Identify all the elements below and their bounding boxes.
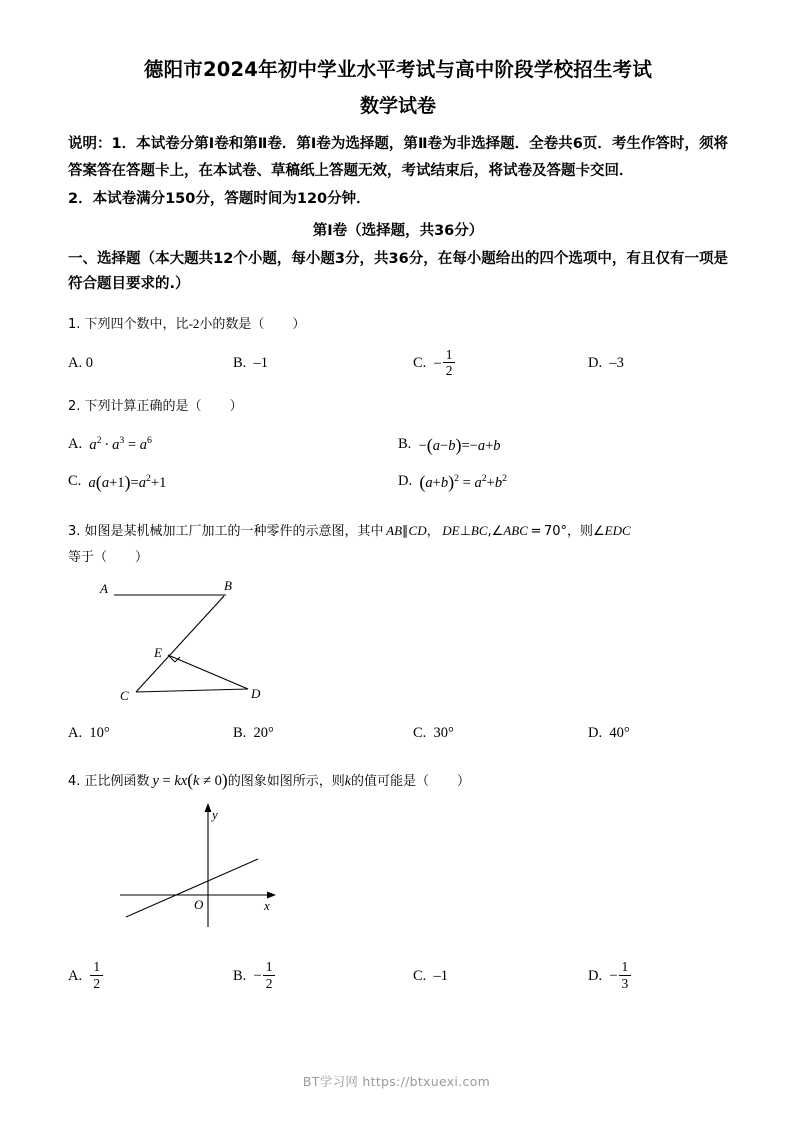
question-4-suffix: 的图象如图所示，则k的值可能是（ ） xyxy=(227,774,470,790)
question-1-text xyxy=(68,313,728,336)
question-2-option-d xyxy=(398,471,728,492)
option-value-math: −(a−b)=−a+b xyxy=(418,435,501,456)
question-3-text xyxy=(68,518,728,571)
option-letter: D. xyxy=(588,355,603,372)
question-3-options xyxy=(68,725,728,742)
coordinate-graph xyxy=(108,797,328,937)
question-3-body: 如图是某机械加工厂加工的一种零件的示意图，其中 AB∥CD， DE⊥BC,∠ABC = 70°，则∠EDC 等于（ ） xyxy=(68,523,631,566)
question-2-paren: ） xyxy=(229,399,243,415)
question-2-option-a xyxy=(68,434,398,455)
option-value: 30° xyxy=(433,725,454,742)
section-header: 第Ⅰ卷（选择题，共36分） xyxy=(312,222,484,239)
svg-text:x: x xyxy=(264,898,270,914)
svg-text:D: D xyxy=(251,686,261,702)
question-4-text xyxy=(68,768,728,793)
footer-watermark: BT学习网 https://btxuexi.com xyxy=(302,1074,491,1089)
option-value-math: − $\frac{1}{3}$ xyxy=(609,960,632,993)
option-letter: D. xyxy=(588,725,603,742)
option-value: 40° xyxy=(609,725,630,742)
choice-section-header: 一、选择题（本大题共12个小题，每小题3分，共36分，在每小题给出的四个选项中，有且仅有一项是符合题目要求的.） xyxy=(68,250,728,292)
question-4-option-b xyxy=(233,960,413,993)
geometry-diagram-1 xyxy=(96,577,356,712)
option-letter: A. xyxy=(68,355,83,372)
option-value-math: $\frac{1}{2}$ xyxy=(89,960,104,993)
svg-text:B: B xyxy=(224,578,232,594)
option-value-math: $a(a+1)=a^2+1$ xyxy=(88,472,167,493)
question-1-option-a xyxy=(68,348,233,381)
question-3-option-d xyxy=(588,725,728,742)
option-value: –1 xyxy=(253,355,269,372)
option-letter: B. xyxy=(398,436,412,453)
question-1-option-c xyxy=(413,348,588,381)
instructions-paragraph-1: 说明：1．本试卷分第Ⅰ卷和第Ⅱ卷．第Ⅰ卷为选择题，第Ⅱ卷为非选择题．全卷共6页．考生作答时，须将答案答在答题卡上，在本试卷、草稿纸上答题无效，考试结束后，将试卷及答题卡交回． xyxy=(68,136,728,179)
instructions-paragraph-2: 2．本试卷满分150分，答题时间为120分钟． xyxy=(68,191,371,207)
question-2-options-row-1 xyxy=(68,434,728,455)
question-2-options xyxy=(68,434,728,492)
option-letter: D. xyxy=(588,968,603,985)
question-2-prefix: 下列计算正确的是（ xyxy=(84,399,202,415)
option-letter: C. xyxy=(413,968,427,985)
svg-text:y: y xyxy=(212,807,218,823)
svg-text:C: C xyxy=(120,688,129,704)
question-4-prefix: 正比例函数 xyxy=(84,774,150,790)
option-letter: B. xyxy=(233,968,247,985)
svg-text:O: O xyxy=(194,897,204,913)
question-1-number: 1. xyxy=(68,316,81,332)
option-letter: C. xyxy=(413,355,427,372)
question-3-number: 3. xyxy=(68,524,81,540)
option-value: 10° xyxy=(89,725,110,742)
option-value: 0 xyxy=(85,355,93,372)
option-letter: C. xyxy=(413,725,427,742)
question-4-number: 4. xyxy=(68,774,81,790)
option-letter: B. xyxy=(233,355,247,372)
question-2-option-b xyxy=(398,434,728,455)
question-1-suffix: 小的数是（ xyxy=(199,316,265,332)
question-4-option-a xyxy=(68,960,233,993)
option-value: –3 xyxy=(609,355,624,372)
option-value-math: − $\frac{1}{2}$ xyxy=(434,348,457,381)
question-2-options-row-2 xyxy=(68,471,728,492)
question-3-option-a xyxy=(68,725,233,742)
question-2-option-c xyxy=(68,471,398,492)
page-title: 德阳市2024年初中学业水平考试与高中阶段学校招生考试 xyxy=(143,58,653,81)
option-letter: C. xyxy=(68,473,82,490)
page-content xyxy=(68,55,728,993)
question-4-option-c xyxy=(413,960,588,993)
option-value-math: $(a+b)^2 = a^2+b^2$ xyxy=(419,472,507,493)
option-value: –1 xyxy=(433,968,449,985)
option-letter: D. xyxy=(398,473,413,490)
question-2-number: 2. xyxy=(68,399,81,415)
option-letter: A. xyxy=(68,436,83,453)
question-4-option-d xyxy=(588,960,728,993)
option-letter: A. xyxy=(68,968,83,985)
question-3-option-b xyxy=(233,725,413,742)
page-subtitle: 数学试卷 xyxy=(359,95,436,117)
question-1-option-d xyxy=(588,348,728,381)
option-letter: A. xyxy=(68,725,83,742)
question-1-options xyxy=(68,348,728,381)
question-3-figure xyxy=(96,577,728,717)
option-value-math: − $\frac{1}{2}$ xyxy=(254,960,277,993)
svg-text:E: E xyxy=(154,645,162,661)
question-1-paren: ） xyxy=(292,316,306,332)
question-4-figure xyxy=(108,797,728,942)
option-letter: B. xyxy=(233,725,247,742)
option-value-math: $a^2 \cdot a^3 = a^6$ xyxy=(89,435,152,454)
svg-text:A: A xyxy=(100,581,108,597)
question-4-options xyxy=(68,960,728,993)
option-value: 20° xyxy=(253,725,274,742)
question-1-prefix: 下列四个数中，比 xyxy=(84,316,189,332)
question-3-option-c xyxy=(413,725,588,742)
question-4-formula: y = kx(k ≠ 0) xyxy=(152,770,228,791)
question-1-option-b xyxy=(233,348,413,381)
question-1-value: -2 xyxy=(188,315,200,331)
question-2-text xyxy=(68,396,728,418)
